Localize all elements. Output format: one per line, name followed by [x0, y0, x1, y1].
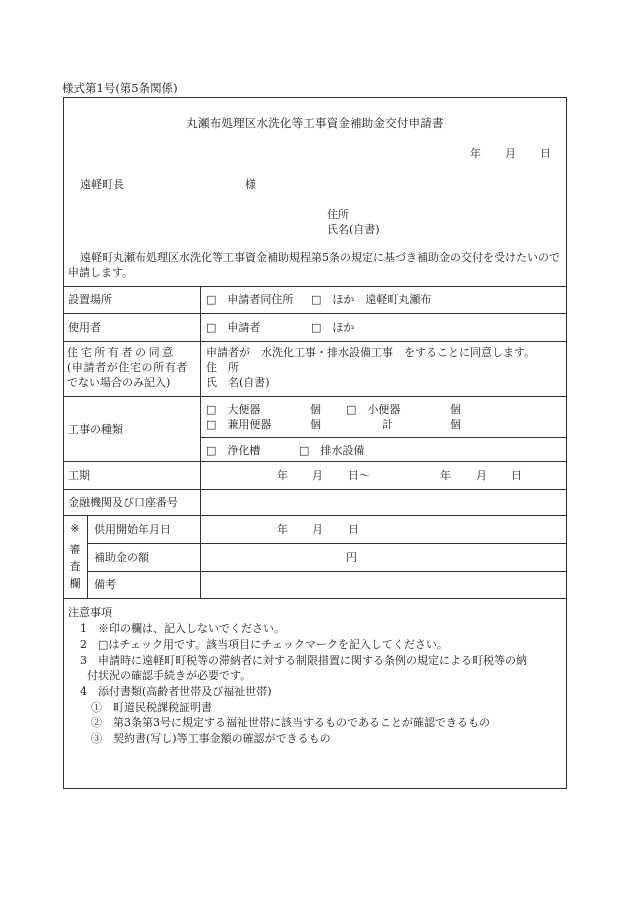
row-divider	[63, 489, 567, 490]
work-type-drainage[interactable]: □ 排水設備	[299, 444, 365, 457]
row-divider	[63, 396, 567, 397]
service-start-day: 日	[348, 523, 359, 536]
form-title: 丸瀬布処理区水洗化等工事資金補助金交付申請書	[186, 116, 444, 130]
service-start-year: 年	[277, 523, 288, 536]
row-divider	[63, 461, 567, 462]
owner-name-label: 氏 名(自書)	[206, 376, 270, 389]
period-start-year: 年	[277, 469, 288, 482]
date-month-label: 月	[505, 147, 516, 160]
owner-consent-label: 住宅所有者の同意	[67, 346, 176, 359]
location-label: 設置場所	[68, 293, 112, 306]
subsidy-amount-label: 補助金の額	[94, 551, 149, 564]
row-divider	[63, 341, 567, 342]
row-divider	[63, 313, 567, 314]
form-number-label: 様式第1号(第5条関係)	[62, 81, 178, 95]
honorific: 様	[245, 178, 256, 191]
work-type-label: 工事の種類	[68, 423, 123, 436]
period-start-day: 日～	[348, 469, 370, 482]
period-label: 工期	[68, 469, 90, 482]
unit-label: 個	[310, 403, 321, 416]
work-type-septic-tank[interactable]: □ 浄化槽	[206, 444, 261, 457]
attachment-item: ② 第3条第3号に規定する福祉世帯に該当するものであることが確認できるもの	[91, 716, 490, 729]
period-end-year: 年	[440, 469, 451, 482]
period-end-day: 日	[511, 469, 522, 482]
owner-consent-note: (申請者が住宅の所有者	[67, 361, 188, 374]
note-item: 2 □はチェック用です。該当項目にチェックマークを記入してください。	[80, 638, 448, 651]
user-option-applicant[interactable]: □ 申請者	[206, 321, 261, 334]
period-end-month: 月	[476, 469, 487, 482]
addressee: 遠軽町長	[80, 178, 124, 191]
owner-consent-text: 申請者が 水洗化工事・排水設備工事 をすることに同意します。	[206, 346, 536, 359]
owner-consent-note: でない場合のみ記入)	[67, 376, 171, 389]
row-divider	[200, 437, 567, 438]
unit-label: 個	[310, 418, 321, 431]
row-divider	[87, 543, 567, 544]
user-label: 使用者	[68, 321, 101, 334]
owner-address-label: 住 所	[206, 361, 239, 374]
location-option-other[interactable]: □ ほか 遠軽町丸瀬布	[311, 293, 432, 306]
unit-label: 個	[450, 403, 461, 416]
date-day-label: 日	[540, 147, 551, 160]
note-item-continued: 付状況の確認手続きが必要です。	[87, 669, 252, 682]
work-type-shared-toilet[interactable]: □ 兼用便器	[206, 418, 272, 431]
application-statement: 遠軽町丸瀬布処理区水洗化等工事資金補助規程第5条の規定に基づき補助金の交付を受けたいので申請します。	[68, 251, 560, 279]
user-option-other[interactable]: □ ほか	[311, 321, 355, 334]
service-start-month: 月	[312, 523, 323, 536]
remarks-label: 備考	[94, 578, 116, 591]
review-column-char: 査	[69, 560, 81, 573]
service-start-date-label: 供用開始年月日	[94, 523, 171, 536]
total-label: 計	[382, 418, 393, 431]
row-divider	[63, 286, 567, 287]
work-type-small-toilet[interactable]: □ 小便器	[346, 403, 401, 416]
row-divider	[87, 571, 567, 572]
period-start-month: 月	[312, 469, 323, 482]
applicant-name-label: 氏名(自書)	[327, 223, 380, 236]
official-use-mark: ※	[70, 522, 80, 535]
row-divider	[63, 598, 567, 599]
yen-unit: 円	[346, 551, 357, 564]
note-item: 4 添付書類(高齢者世帯及び福祉世帯)	[80, 685, 272, 698]
review-column-char: 審	[69, 543, 81, 556]
note-item: 1 ※印の欄は、記入しないでください。	[80, 622, 285, 635]
unit-label: 個	[450, 418, 461, 431]
notes-heading: 注意事項	[68, 606, 112, 619]
column-divider	[200, 286, 201, 598]
note-item: 3 申請時に遠軽町町税等の滞納者に対する制限措置に関する条例の規定による町税等の納	[80, 654, 527, 667]
location-option-same-address[interactable]: □ 申請者同住所	[206, 293, 294, 306]
date-year-label: 年	[470, 147, 481, 160]
attachment-item: ③ 契約書(写し)等工事金額の確認ができるもの	[91, 732, 331, 745]
review-column-char: 欄	[69, 577, 81, 590]
column-divider	[87, 515, 88, 598]
attachment-item: ① 町道民税課税証明書	[91, 701, 212, 714]
applicant-address-label: 住所	[327, 208, 349, 221]
row-divider	[63, 515, 567, 516]
work-type-big-toilet[interactable]: □ 大便器	[206, 403, 261, 416]
bank-account-label: 金融機関及び口座番号	[68, 496, 178, 509]
